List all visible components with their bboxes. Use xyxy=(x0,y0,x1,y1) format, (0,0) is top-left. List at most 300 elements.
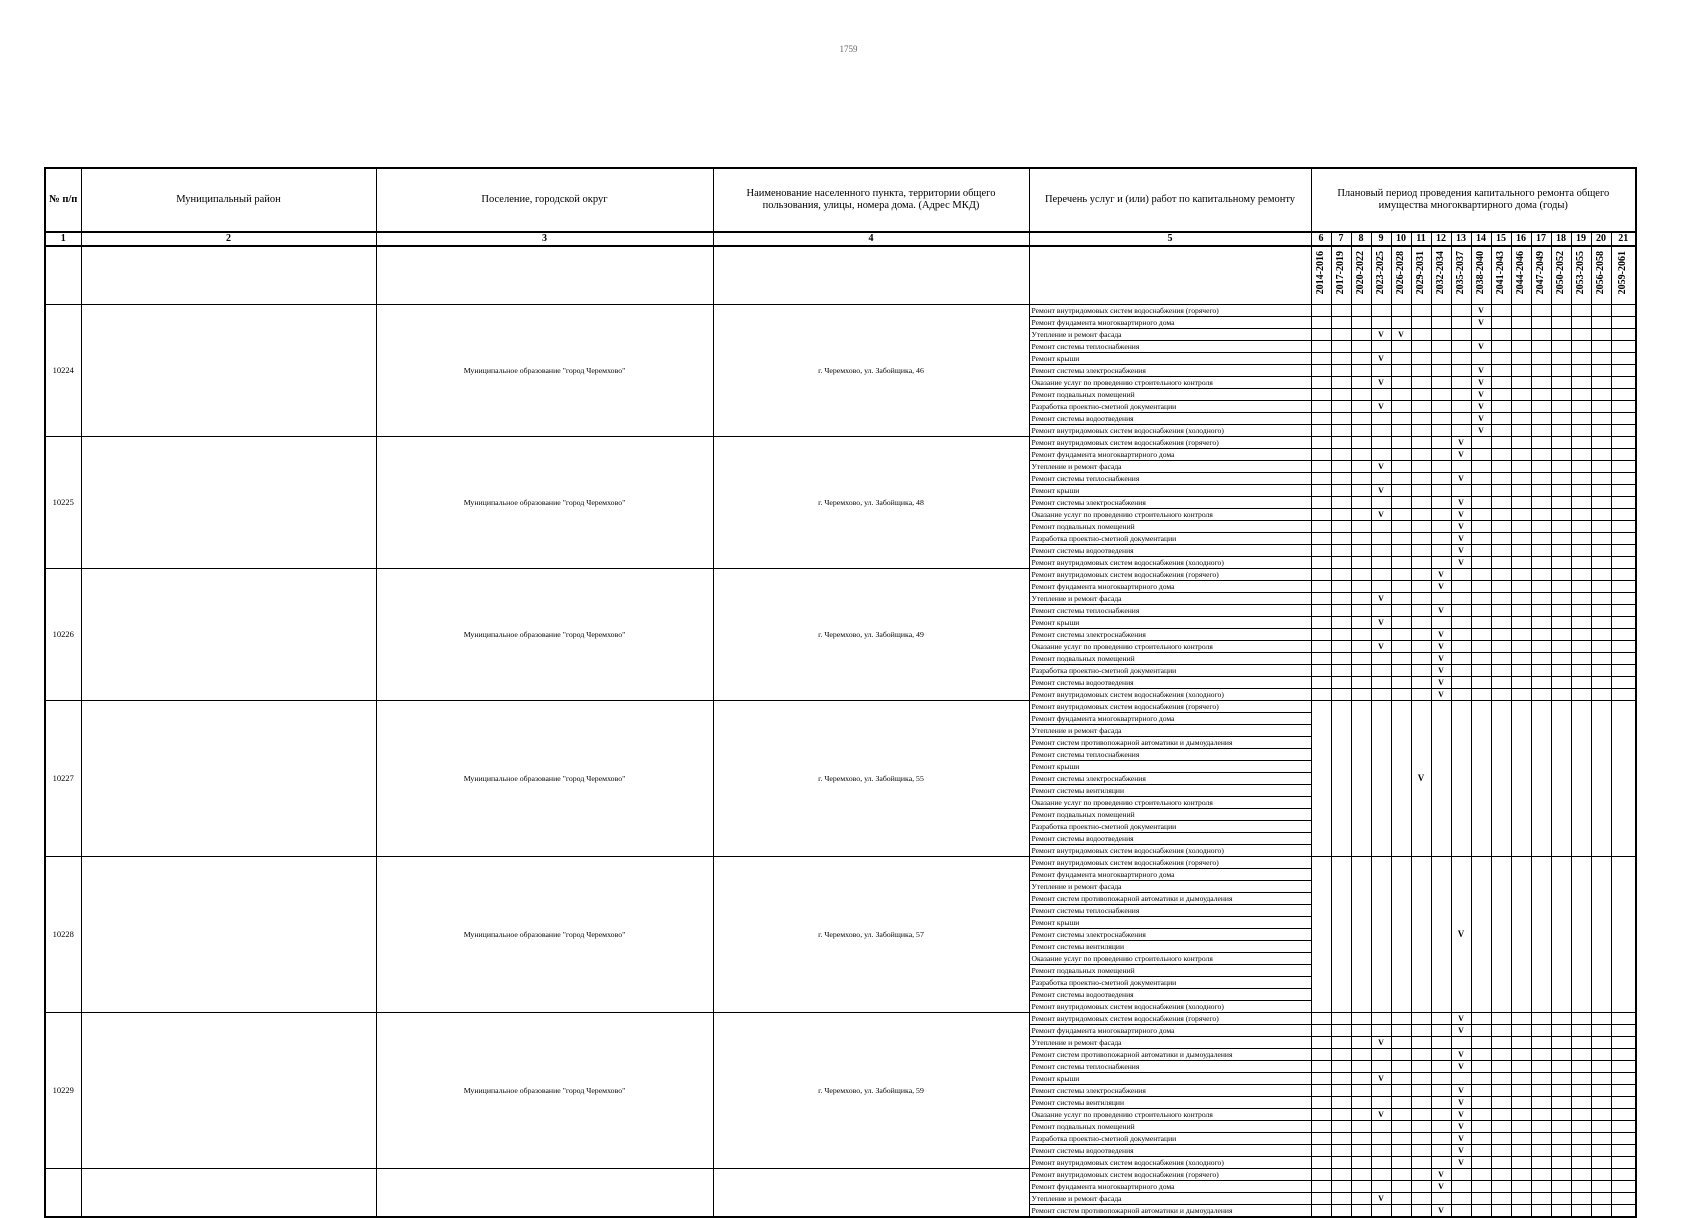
period-cell xyxy=(1531,377,1551,389)
period-cell xyxy=(1511,341,1531,353)
period-cell xyxy=(1491,1121,1511,1133)
period-cell xyxy=(1471,593,1491,605)
period-cell xyxy=(1571,1169,1591,1181)
period-cell xyxy=(1611,1145,1636,1157)
period-cell xyxy=(1571,1109,1591,1121)
work-item: Оказание услуг по проведению строительного контроля xyxy=(1029,1109,1311,1121)
period-cell xyxy=(1331,665,1351,677)
period-cell: V xyxy=(1431,641,1451,653)
period-cell xyxy=(1571,473,1591,485)
period-cell xyxy=(1611,473,1636,485)
period-cell xyxy=(1431,545,1451,557)
period-cell: V xyxy=(1451,1145,1471,1157)
period-cell: V xyxy=(1451,449,1471,461)
period-cell xyxy=(1611,1109,1636,1121)
period-cell xyxy=(1571,557,1591,569)
period-cell xyxy=(1511,1085,1531,1097)
period-cell xyxy=(1431,389,1451,401)
period-cell: V xyxy=(1371,509,1391,521)
year-row-blank xyxy=(45,246,81,305)
record-district xyxy=(81,1013,376,1169)
period-cell xyxy=(1411,353,1431,365)
period-cell xyxy=(1471,1181,1491,1193)
period-cell: V xyxy=(1431,677,1451,689)
period-cell xyxy=(1411,1169,1431,1181)
period-cell xyxy=(1591,413,1611,425)
period-cell xyxy=(1551,545,1571,557)
period-cell xyxy=(1331,677,1351,689)
period-cell xyxy=(1311,677,1331,689)
period-cell xyxy=(1351,629,1371,641)
period-cell xyxy=(1391,641,1411,653)
period-cell xyxy=(1551,425,1571,437)
work-item: Ремонт системы водоотведения xyxy=(1029,989,1311,1001)
period-cell xyxy=(1511,1097,1531,1109)
period-cell xyxy=(1311,341,1331,353)
period-cell xyxy=(1531,641,1551,653)
period-cell: V xyxy=(1431,653,1451,665)
period-cell xyxy=(1571,377,1591,389)
period-cell xyxy=(1511,857,1531,1013)
period-cell xyxy=(1371,629,1391,641)
period-cell xyxy=(1551,1049,1571,1061)
period-cell xyxy=(1391,605,1411,617)
period-cell xyxy=(1611,317,1636,329)
period-cell xyxy=(1311,425,1331,437)
period-cell xyxy=(1491,557,1511,569)
period-cell xyxy=(1471,581,1491,593)
period-cell xyxy=(1311,701,1331,857)
period-cell xyxy=(1491,437,1511,449)
period-cell xyxy=(1311,1193,1331,1205)
work-item: Ремонт крыши xyxy=(1029,1073,1311,1085)
period-cell xyxy=(1391,569,1411,581)
period-cell xyxy=(1471,1061,1491,1073)
header-settlement: Поселение, городской округ xyxy=(376,168,713,232)
period-cell xyxy=(1351,665,1371,677)
period-cell xyxy=(1311,1121,1331,1133)
year-period-header xyxy=(1471,246,1491,305)
period-cell xyxy=(1471,533,1491,545)
period-cell xyxy=(1531,305,1551,317)
period-cell xyxy=(1331,1097,1351,1109)
column-number: 5 xyxy=(1029,232,1311,246)
period-cell xyxy=(1531,461,1551,473)
period-cell xyxy=(1311,389,1331,401)
period-cell xyxy=(1431,377,1451,389)
period-cell xyxy=(1571,857,1591,1013)
year-period-header xyxy=(1451,246,1471,305)
period-cell xyxy=(1311,605,1331,617)
period-cell xyxy=(1411,1097,1431,1109)
period-cell xyxy=(1431,1157,1451,1169)
period-cell xyxy=(1591,1157,1611,1169)
period-cell xyxy=(1611,1061,1636,1073)
period-cell xyxy=(1391,533,1411,545)
period-cell xyxy=(1511,329,1531,341)
period-cell xyxy=(1431,1193,1451,1205)
work-item: Оказание услуг по проведению строительного контроля xyxy=(1029,953,1311,965)
year-period-header xyxy=(1491,246,1511,305)
period-cell xyxy=(1351,1061,1371,1073)
period-cell xyxy=(1411,557,1431,569)
period-cell xyxy=(1371,677,1391,689)
work-item: Ремонт систем противопожарной автоматики и дымоудаления xyxy=(1029,893,1311,905)
period-cell xyxy=(1351,509,1371,521)
period-cell xyxy=(1451,461,1471,473)
period-cell xyxy=(1511,557,1531,569)
period-cell xyxy=(1531,1085,1551,1097)
column-number: 3 xyxy=(376,232,713,246)
period-cell xyxy=(1471,545,1491,557)
period-cell xyxy=(1311,1133,1331,1145)
period-cell xyxy=(1471,1157,1491,1169)
work-item: Ремонт подвальных помещений xyxy=(1029,1121,1311,1133)
work-item: Разработка проектно-сметной документации xyxy=(1029,665,1311,677)
period-cell xyxy=(1511,569,1531,581)
period-cell xyxy=(1551,665,1571,677)
work-item: Разработка проектно-сметной документации xyxy=(1029,401,1311,413)
record-address: г. Черемхово, ул. Забойщика, 59 xyxy=(713,1013,1029,1169)
period-cell xyxy=(1611,437,1636,449)
work-item: Утепление и ремонт фасада xyxy=(1029,1037,1311,1049)
period-cell xyxy=(1551,377,1571,389)
period-cell xyxy=(1391,629,1411,641)
period-cell xyxy=(1511,413,1531,425)
period-cell xyxy=(1391,341,1411,353)
period-cell xyxy=(1371,1145,1391,1157)
period-cell xyxy=(1511,1025,1531,1037)
period-cell xyxy=(1551,1073,1571,1085)
period-cell xyxy=(1551,1169,1571,1181)
period-cell xyxy=(1331,617,1351,629)
period-cell xyxy=(1411,521,1431,533)
period-cell xyxy=(1511,605,1531,617)
period-cell xyxy=(1471,1049,1491,1061)
period-cell xyxy=(1351,1097,1371,1109)
period-cell xyxy=(1371,305,1391,317)
period-cell xyxy=(1491,353,1511,365)
period-cell xyxy=(1491,569,1511,581)
period-cell xyxy=(1571,305,1591,317)
work-item: Ремонт подвальных помещений xyxy=(1029,965,1311,977)
period-cell xyxy=(1531,425,1551,437)
period-cell xyxy=(1511,497,1531,509)
table-row xyxy=(45,569,1636,581)
period-cell xyxy=(1571,605,1591,617)
period-cell xyxy=(1471,605,1491,617)
record-settlement: Муниципальное образование "город Черемхово" xyxy=(376,701,713,857)
period-cell xyxy=(1491,1049,1511,1061)
period-cell xyxy=(1591,653,1611,665)
period-cell xyxy=(1611,581,1636,593)
period-cell xyxy=(1471,497,1491,509)
period-cell xyxy=(1351,617,1371,629)
column-number: 10 xyxy=(1391,232,1411,246)
period-cell xyxy=(1451,1205,1471,1218)
period-cell: V xyxy=(1371,617,1391,629)
period-cell xyxy=(1611,1097,1636,1109)
period-cell: V xyxy=(1371,641,1391,653)
period-cell xyxy=(1611,401,1636,413)
period-cell xyxy=(1491,653,1511,665)
period-cell xyxy=(1391,449,1411,461)
period-cell xyxy=(1351,341,1371,353)
period-cell xyxy=(1611,329,1636,341)
period-cell xyxy=(1391,665,1411,677)
period-cell xyxy=(1591,461,1611,473)
period-cell xyxy=(1571,365,1591,377)
work-item: Ремонт системы электроснабжения xyxy=(1029,1085,1311,1097)
year-period-label: 2050-2052 xyxy=(1555,251,1566,295)
period-cell xyxy=(1491,401,1511,413)
period-cell xyxy=(1351,353,1371,365)
record-id: 10225 xyxy=(45,437,81,569)
period-cell xyxy=(1411,485,1431,497)
record-district xyxy=(81,437,376,569)
period-cell xyxy=(1531,485,1551,497)
period-cell xyxy=(1331,437,1351,449)
period-cell xyxy=(1611,677,1636,689)
period-cell xyxy=(1491,1145,1511,1157)
period-cell xyxy=(1411,533,1431,545)
period-cell: V xyxy=(1471,377,1491,389)
header-row xyxy=(45,168,1636,232)
period-cell xyxy=(1311,569,1331,581)
period-cell xyxy=(1411,605,1431,617)
period-cell xyxy=(1491,329,1511,341)
header-district: Муниципальный район xyxy=(81,168,376,232)
period-cell xyxy=(1591,509,1611,521)
work-item: Оказание услуг по проведению строительного контроля xyxy=(1029,377,1311,389)
period-cell: V xyxy=(1451,1133,1471,1145)
period-cell xyxy=(1311,329,1331,341)
period-cell xyxy=(1391,1013,1411,1025)
work-item: Ремонт внутридомовых систем водоснабжения (горячего) xyxy=(1029,1013,1311,1025)
period-cell xyxy=(1391,1157,1411,1169)
period-cell xyxy=(1531,1169,1551,1181)
period-cell xyxy=(1551,473,1571,485)
year-row-blank xyxy=(376,246,713,305)
period-cell xyxy=(1571,665,1591,677)
work-item: Ремонт системы вентиляции xyxy=(1029,785,1311,797)
period-cell xyxy=(1431,701,1451,857)
period-cell xyxy=(1431,1097,1451,1109)
year-period-label: 2056-2058 xyxy=(1595,251,1606,295)
work-item: Ремонт внутридомовых систем водоснабжения (горячего) xyxy=(1029,437,1311,449)
period-cell xyxy=(1371,701,1391,857)
period-cell xyxy=(1431,425,1451,437)
year-period-header xyxy=(1551,246,1571,305)
period-cell xyxy=(1431,857,1451,1013)
work-item: Ремонт внутридомовых систем водоснабжения (холодного) xyxy=(1029,689,1311,701)
period-cell xyxy=(1511,521,1531,533)
period-cell xyxy=(1611,1169,1636,1181)
period-cell: V xyxy=(1451,1025,1471,1037)
period-cell xyxy=(1491,1037,1511,1049)
period-cell xyxy=(1611,497,1636,509)
period-cell xyxy=(1351,1085,1371,1097)
period-cell xyxy=(1591,617,1611,629)
period-cell xyxy=(1351,1193,1371,1205)
period-cell xyxy=(1511,593,1531,605)
period-cell xyxy=(1551,677,1571,689)
period-cell xyxy=(1511,581,1531,593)
period-cell xyxy=(1431,1121,1451,1133)
period-cell xyxy=(1331,545,1351,557)
period-cell: V xyxy=(1371,1037,1391,1049)
record-address xyxy=(713,1169,1029,1218)
period-cell xyxy=(1331,1181,1351,1193)
period-cell xyxy=(1371,1205,1391,1218)
capital-repair-table-container xyxy=(44,167,1635,1215)
table-row xyxy=(45,437,1636,449)
period-cell xyxy=(1471,665,1491,677)
year-period-header xyxy=(1311,246,1331,305)
work-item: Ремонт внутридомовых систем водоснабжения (горячего) xyxy=(1029,701,1311,713)
period-cell xyxy=(1511,305,1531,317)
period-cell: V xyxy=(1431,605,1451,617)
period-cell xyxy=(1551,1145,1571,1157)
period-cell xyxy=(1311,545,1331,557)
period-cell xyxy=(1411,1085,1431,1097)
period-cell xyxy=(1471,1193,1491,1205)
period-cell xyxy=(1491,629,1511,641)
period-cell xyxy=(1311,665,1331,677)
period-cell xyxy=(1331,533,1351,545)
period-cell xyxy=(1531,1061,1551,1073)
period-cell xyxy=(1351,1169,1371,1181)
record-address: г. Черемхово, ул. Забойщика, 49 xyxy=(713,569,1029,701)
period-cell xyxy=(1311,353,1331,365)
period-cell xyxy=(1351,569,1371,581)
period-cell xyxy=(1591,437,1611,449)
period-cell xyxy=(1611,485,1636,497)
period-cell: V xyxy=(1371,485,1391,497)
period-cell xyxy=(1551,1193,1571,1205)
period-cell xyxy=(1311,365,1331,377)
period-cell xyxy=(1431,1049,1451,1061)
period-cell xyxy=(1611,701,1636,857)
column-number: 11 xyxy=(1411,232,1431,246)
period-cell xyxy=(1431,317,1451,329)
period-cell xyxy=(1511,437,1531,449)
period-cell xyxy=(1491,497,1511,509)
period-cell xyxy=(1391,1097,1411,1109)
period-cell xyxy=(1411,593,1431,605)
year-period-header xyxy=(1611,246,1636,305)
period-cell xyxy=(1611,377,1636,389)
record-settlement xyxy=(376,1169,713,1218)
period-cell xyxy=(1371,1049,1391,1061)
period-cell xyxy=(1431,437,1451,449)
period-cell xyxy=(1351,1181,1371,1193)
period-cell xyxy=(1591,329,1611,341)
column-number: 1 xyxy=(45,232,81,246)
period-cell xyxy=(1411,653,1431,665)
period-cell xyxy=(1391,1205,1411,1218)
column-number: 13 xyxy=(1451,232,1471,246)
year-period-label: 2038-2040 xyxy=(1475,251,1486,295)
period-cell xyxy=(1591,353,1611,365)
period-cell: V xyxy=(1471,389,1491,401)
period-cell xyxy=(1351,1205,1371,1218)
period-cell xyxy=(1591,1145,1611,1157)
work-item: Ремонт системы водоотведения xyxy=(1029,413,1311,425)
period-cell: V xyxy=(1471,305,1491,317)
period-cell xyxy=(1531,329,1551,341)
period-cell xyxy=(1311,593,1331,605)
period-cell xyxy=(1411,473,1431,485)
period-cell xyxy=(1531,533,1551,545)
period-cell xyxy=(1511,449,1531,461)
period-cell xyxy=(1451,665,1471,677)
period-cell xyxy=(1611,341,1636,353)
period-cell xyxy=(1311,617,1331,629)
period-cell xyxy=(1551,569,1571,581)
period-cell xyxy=(1611,1037,1636,1049)
period-cell xyxy=(1391,509,1411,521)
period-cell xyxy=(1351,1109,1371,1121)
period-cell xyxy=(1611,449,1636,461)
period-cell xyxy=(1411,617,1431,629)
period-cell: V xyxy=(1451,1109,1471,1121)
work-item: Ремонт систем противопожарной автоматики и дымоудаления xyxy=(1029,1049,1311,1061)
work-item: Разработка проектно-сметной документации xyxy=(1029,533,1311,545)
period-cell xyxy=(1351,521,1371,533)
period-cell: V xyxy=(1431,569,1451,581)
period-cell xyxy=(1551,329,1571,341)
period-cell xyxy=(1431,353,1451,365)
work-item: Утепление и ремонт фасада xyxy=(1029,461,1311,473)
period-cell xyxy=(1311,317,1331,329)
period-cell xyxy=(1391,1133,1411,1145)
period-cell xyxy=(1351,701,1371,857)
period-cell xyxy=(1431,1061,1451,1073)
work-item: Ремонт системы теплоснабжения xyxy=(1029,749,1311,761)
period-cell xyxy=(1391,677,1411,689)
period-cell xyxy=(1591,389,1611,401)
period-cell xyxy=(1611,413,1636,425)
record-id: 10227 xyxy=(45,701,81,857)
period-cell xyxy=(1571,521,1591,533)
period-cell xyxy=(1331,329,1351,341)
period-cell xyxy=(1311,461,1331,473)
period-cell xyxy=(1411,1013,1431,1025)
period-cell xyxy=(1571,629,1591,641)
period-cell xyxy=(1411,437,1431,449)
period-cell xyxy=(1471,689,1491,701)
period-cell xyxy=(1571,1145,1591,1157)
year-period-label: 2047-2049 xyxy=(1535,251,1546,295)
period-cell xyxy=(1431,1037,1451,1049)
period-cell xyxy=(1511,425,1531,437)
period-cell xyxy=(1311,557,1331,569)
period-cell xyxy=(1591,1061,1611,1073)
record-address: г. Черемхово, ул. Забойщика, 46 xyxy=(713,305,1029,437)
period-cell xyxy=(1511,1049,1531,1061)
period-cell xyxy=(1531,1109,1551,1121)
work-item: Ремонт системы теплоснабжения xyxy=(1029,1061,1311,1073)
period-cell: V xyxy=(1451,473,1471,485)
period-cell xyxy=(1491,1169,1511,1181)
period-cell: V xyxy=(1471,425,1491,437)
period-cell xyxy=(1531,557,1551,569)
work-item: Ремонт внутридомовых систем водоснабжения (холодного) xyxy=(1029,557,1311,569)
period-cell xyxy=(1411,401,1431,413)
period-cell xyxy=(1451,1073,1471,1085)
period-cell xyxy=(1571,437,1591,449)
